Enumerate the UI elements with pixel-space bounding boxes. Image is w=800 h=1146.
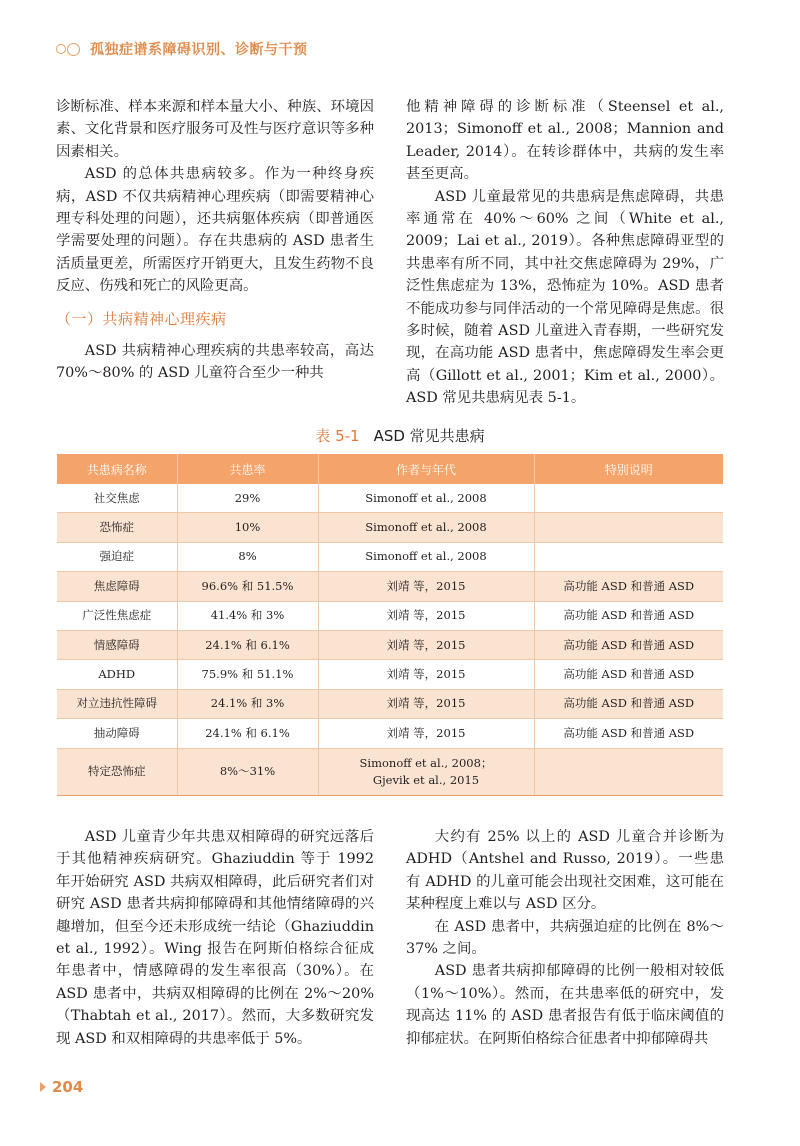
page-footer xyxy=(40,1078,83,1096)
table-row xyxy=(57,689,723,718)
right-column-bottom xyxy=(406,826,724,1050)
table-row xyxy=(57,719,723,748)
cell-name: 焦虑障碍 xyxy=(57,572,177,601)
cell-name: ADHD xyxy=(57,660,177,689)
cell-author: 刘靖 等，2015 xyxy=(318,660,534,689)
cell-note: 高功能 ASD 和普通 ASD xyxy=(534,689,723,718)
cell-note: 高功能 ASD 和普通 ASD xyxy=(534,601,723,630)
table-caption xyxy=(0,425,800,447)
header-circles-icon xyxy=(56,43,80,56)
comorbidity-table xyxy=(57,454,723,796)
cell-name: 强迫症 xyxy=(57,542,177,571)
cell-name: 抽动障碍 xyxy=(57,719,177,748)
cell-rate: 29% xyxy=(177,484,318,513)
table-row xyxy=(57,542,723,571)
left-column-bottom xyxy=(56,826,374,1050)
cell-rate: 41.4% 和 3% xyxy=(177,601,318,630)
table-number: 表 5-1 xyxy=(315,427,360,445)
cell-author: Simonoff et al., 2008 xyxy=(318,513,534,542)
cell-author-line: Simonoff et al., 2008； xyxy=(359,755,493,770)
cell-name: 特定恐怖症 xyxy=(57,748,177,795)
cell-note xyxy=(534,484,723,513)
cell-rate: 8%～31% xyxy=(177,748,318,795)
left-column-top xyxy=(56,96,374,384)
cell-author-line: Gjevik et al., 2015 xyxy=(372,772,480,787)
table-row xyxy=(57,748,723,795)
column-header: 共患率 xyxy=(177,454,318,484)
paragraph: 在 ASD 患者中，共病强迫症的比例在 8%～37% 之间。 xyxy=(406,918,724,958)
right-column-top xyxy=(406,96,724,410)
paragraph: ASD 儿童青少年共患双相障碍的研究远落后于其他精神疾病研究。Ghaziuddin 等于 1992 年开始研究 ASD 共病双相障碍，此后研究者们对研究 ASD 患者共病抑郁障碍和其他情绪障碍的兴趣增加，但至今还未形成统一结论（Ghaziuddin et al., 1992）。Wing 报告在阿斯伯格综合征成年患者中，情感障碍的发生率很高（30%）。在 ASD 患者中，共病双相障碍的比例在 2%～20%（Thabtah et al., 2017）。然而，大多数研究发现 ASD 和双相障碍的共患率低于 5%。 xyxy=(56,829,374,1047)
section-subheading: （一）共病精神心理疾病 xyxy=(56,309,227,328)
cell-author: Simonoff et al., 2008 xyxy=(318,542,534,571)
table-row xyxy=(57,601,723,630)
cell-author: Simonoff et al., 2008 xyxy=(318,484,534,513)
column-header: 特别说明 xyxy=(534,454,723,484)
table-row xyxy=(57,630,723,659)
cell-author: 刘靖 等，2015 xyxy=(318,719,534,748)
cell-name: 情感障碍 xyxy=(57,630,177,659)
paragraph: ASD 患者共病抑郁障碍的比例一般相对较低（1%～10%）。然而，在共患率低的研究中，发现高达 11% 的 ASD 患者报告有低于临床阈值的抑郁症状。在阿斯伯格综合征患者中抑郁障碍共 xyxy=(406,963,724,1047)
cell-author: 刘靖 等，2015 xyxy=(318,630,534,659)
column-header: 作者与年代 xyxy=(318,454,534,484)
paragraph: ASD 的总体共患病较多。作为一种终身疾病，ASD 不仅共病精神心理疾病（即需要精神心理专科处理的问题），还共病躯体疾病（即普通医学需要处理的问题）。存在共患病的 ASD 患者生活质量更差，所需医疗开销更大，且发生药物不良反应、伤残和死亡的风险更高。 xyxy=(56,166,374,295)
paragraph: 大约有 25% 以上的 ASD 儿童合并诊断为 ADHD（Antshel and Russo, 2019）。一些患有 ADHD 的儿童可能会出现社交困难，这可能在某种程度上难以与 ASD 区分。 xyxy=(406,829,724,913)
table-header-row xyxy=(57,454,723,484)
cell-note: 高功能 ASD 和普通 ASD xyxy=(534,660,723,689)
cell-note xyxy=(534,542,723,571)
cell-rate: 24.1% 和 6.1% xyxy=(177,719,318,748)
cell-note: 高功能 ASD 和普通 ASD xyxy=(534,572,723,601)
paragraph: 他精神障碍的诊断标准（Steensel et al., 2013；Simonoff et al., 2008；Mannion and Leader, 2014）。在转诊群体中，共病的发生率甚至更高。 xyxy=(406,99,724,183)
table-row xyxy=(57,660,723,689)
cell-note xyxy=(534,748,723,795)
cell-author: 刘靖 等，2015 xyxy=(318,572,534,601)
column-header: 共患病名称 xyxy=(57,454,177,484)
cell-note: 高功能 ASD 和普通 ASD xyxy=(534,719,723,748)
cell-rate: 8% xyxy=(177,542,318,571)
table-title: ASD 常见共患病 xyxy=(373,427,485,445)
paragraph: ASD 儿童最常见的共患病是焦虑障碍，共患率通常在 40%～60% 之间（White et al., 2009；Lai et al., 2019）。各种焦虑障碍亚型的共患率有所不同，其中社交焦虑障碍为 29%，广泛性焦虑症为 13%，恐怖症为 10%。ASD 患者不能成功参与同伴活动的一个常见障碍是焦虑。很多时候，随着 ASD 儿童进入青春期，一些研究发现，在高功能 ASD 患者中，焦虑障碍发生率会更高（Gillott et al., 2001；Kim et al., 2000）。ASD 常见共患病见表 5-1。 xyxy=(406,188,724,407)
paragraph: ASD 共病精神心理疾病的共患率较高，高达 70%～80% 的 ASD 儿童符合至少一种共 xyxy=(56,342,374,382)
cell-rate: 96.6% 和 51.5% xyxy=(177,572,318,601)
cell-author: 刘靖 等，2015 xyxy=(318,601,534,630)
cell-name: 广泛性焦虑症 xyxy=(57,601,177,630)
table-row xyxy=(57,513,723,542)
cell-author: 刘靖 等，2015 xyxy=(318,689,534,718)
cell-author xyxy=(318,748,534,795)
triangle-marker-icon xyxy=(40,1082,46,1092)
cell-name: 社交焦虑 xyxy=(57,484,177,513)
table-row xyxy=(57,484,723,513)
cell-rate: 75.9% 和 51.1% xyxy=(177,660,318,689)
cell-note xyxy=(534,513,723,542)
running-header xyxy=(56,38,308,60)
page-number: 204 xyxy=(52,1078,84,1096)
paragraph: 诊断标准、样本来源和样本量大小、种族、环境因素、文化背景和医疗服务可及性与医疗意识等多种因素相关。 xyxy=(56,99,374,160)
cell-rate: 24.1% 和 6.1% xyxy=(177,630,318,659)
table-row xyxy=(57,572,723,601)
cell-rate: 24.1% 和 3% xyxy=(177,689,318,718)
cell-rate: 10% xyxy=(177,513,318,542)
cell-name: 恐怖症 xyxy=(57,513,177,542)
cell-note: 高功能 ASD 和普通 ASD xyxy=(534,630,723,659)
cell-name: 对立违抗性障碍 xyxy=(57,689,177,718)
book-title: 孤独症谱系障碍识别、诊断与干预 xyxy=(90,42,308,58)
